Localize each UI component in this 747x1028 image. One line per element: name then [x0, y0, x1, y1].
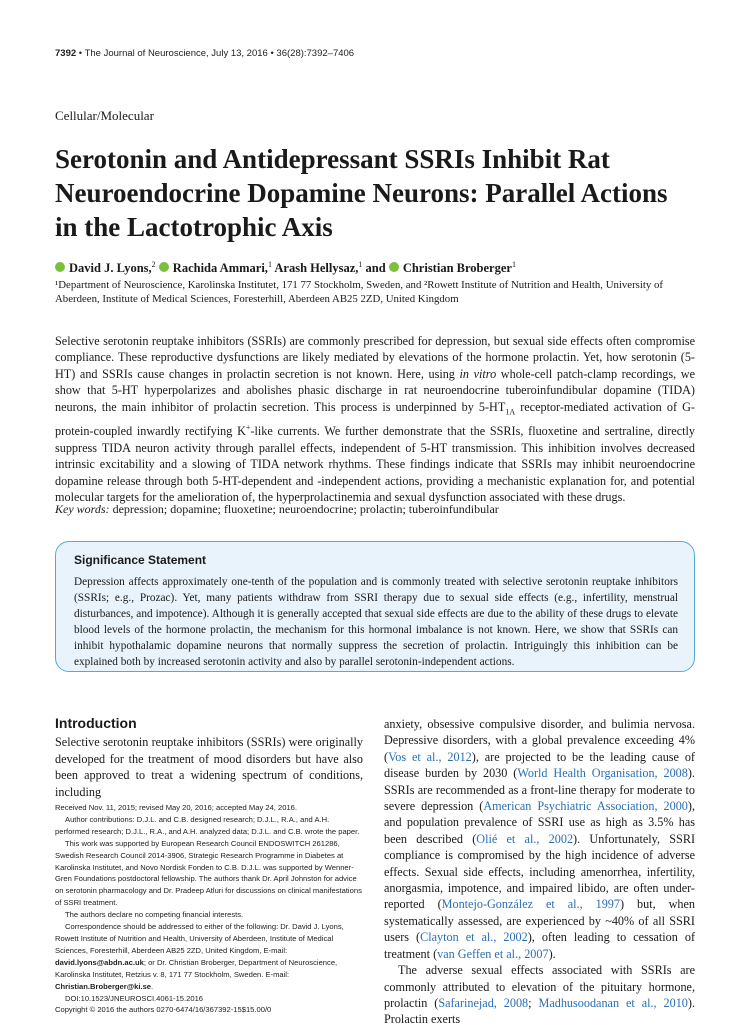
footnote-copyright: Copyright © 2016 the authors 0270-6474/16/367392-15$15.00/0 [55, 1005, 272, 1015]
orcid-icon[interactable] [389, 262, 399, 272]
affiliation-marker: 2 [151, 260, 156, 269]
author-name: Christian Broberger [402, 261, 512, 276]
citation-link[interactable]: World Health Organisation, 2008 [517, 766, 688, 781]
affiliation-marker: 1 [267, 260, 272, 269]
citation-link[interactable]: American Psychiatric Association, 2000 [483, 799, 688, 814]
author-conjunction: and [365, 261, 389, 276]
author-list [55, 260, 516, 276]
section-label: Cellular/Molecular [55, 108, 154, 123]
intro-right-column [384, 716, 695, 1028]
abstract-text: whole-cell patch-clamp recordings, we show that 5-HT hyperpolarizes and abolishes phasic discharge in rat neuroendocrine tuberoinfundibular dopamine (TIDA) neurons, the main inhibitor of prolactin secretion. This process is underpinned by 5-HT [55, 366, 695, 414]
page-number: 7392 [55, 48, 77, 59]
footnote-contributions: Author contributions: D.J.L. and C.B. designed research; D.J.L., R.A., and A.H. performed research; D.J.L., R.A., and A.H. analyzed data; D.J.L. and C.B. wrote the paper. [55, 814, 360, 836]
affiliations: ¹Department of Neuroscience, Karolinska Institutet, 171 77 Stockholm, Sweden, and ²Rowett Institute of Nutrition and Health, University of Aberdeen, Institute of Medical Sciences, Foresterhill, Aberdeen AB25 2ZD, United Kingdom [55, 279, 663, 305]
citation-link[interactable]: Vos et al., 2012 [388, 749, 472, 764]
footnote-correspondence: Correspondence should be addressed to either of the following: Dr. David J. Lyons, Rowett Institute of Nutrition and Health, University of Aberdeen, Institute of Medical Sciences, Foresterhill, Aberdeen AB25 2ZD, United Kingdom, E-mail: david.lyons@abdn.ac.uk; or Dr. Christian Broberger, Department of Neuroscience, Karolinska Institutet, Retzius v. 8, 171 77 Stockholm, Sweden. E-mail: Christian.Broberger@ki.se. [55, 922, 344, 991]
abstract-subscript: 1A [505, 407, 516, 417]
footnote-received: Received Nov. 11, 2015; revised May 20, 2016; accepted May 24, 2016. [55, 803, 298, 812]
significance-text: Depression affects approximately one-tenth of the population and is commonly treated with selective serotonin reuptake inhibitors (SSRIs; e.g., Prozac). Yet, many patients withdraw from SSRI therapy due to sexual side effects (e.g., infertility, menstrual disturbances, and impotence). Although it is generally accepted that sexual side effects are due to the ability of these drugs to elevate blood levels of the hormone prolactin, the mechanism for this hormonal imbalance is not known. Here, we show that SSRIs can inhibit hypothalamic dopamine neurons that normally suppress the secretion of prolactin. Intriguingly this inhibition can be explained both by increased serotonin activity and also by parallel serotonin-independent actions. [74, 576, 678, 669]
affiliation-marker: 1 [511, 260, 516, 269]
citation-link[interactable]: Olié et al., 2002 [476, 831, 574, 846]
orcid-icon[interactable] [55, 262, 65, 272]
intro-paragraph: The adverse sexual effects associated with SSRIs are commonly attributed to elevation of the pituitary hormone, prolactin (Safarinejad, 2008; Madhusoodanan et al., 2010). Prolactin exerts [384, 963, 695, 1027]
author-name: Arash Hellysaz, [274, 261, 359, 276]
footnote-competing: The authors declare no competing financial interests. [65, 910, 244, 920]
orcid-icon[interactable] [159, 262, 169, 272]
affiliation-marker: 1 [358, 260, 363, 269]
intro-left-column: Selective serotonin reuptake inhibitors (SSRIs) were originally developed for the treatment of mood disorders but have also been approved to treat a widening spectrum of conditions, including [55, 735, 363, 799]
author-name: Rachida Ammari, [172, 261, 268, 276]
keywords-text: depression; dopamine; fluoxetine; neuroendocrine; prolactin; tuberoinfundibular [109, 502, 499, 516]
abstract-text: Selective serotonin reuptake inhibitors (SSRIs) are commonly prescribed for depression, but sexual side effects often compromise compliance. These reproductive dysfunctions are likely mediated by elevations of the hormone prolactin. Yet, how serotonin (5-HT) and SSRIs cause changes in prolactin secretion is not known. Here, using [55, 334, 695, 381]
author-name: David J. Lyons, [69, 261, 152, 276]
citation-link[interactable]: van Geffen et al., 2007 [437, 946, 549, 961]
intro-paragraph: anxiety, obsessive compulsive disorder, and bulimia nervosa. Depressive disorders, with a global prevalence exceeding 4% (Vos et al., 2012), are projected to be the leading cause of disease burden by 2030 (World Health Organisation, 2008). SSRIs are recommended as a front-line therapy for moderate to severe depression (American Psychiatric Association, 2000), and population prevalence of SSRI use as high as 3.5% has been described (Olié et al., 2002). Unfortunately, SSRI compliance is compromised by the high incidence of adverse effects. Sexual side effects, including amenorrhea, infertility, anorgasmia, impotence, and impaired libido, are often under-reported (Montejo-González et al., 1997) but, when systematically assessed, are experienced by ~40% of all SSRI users (Clayton et al., 2002), often leading to cessation of treatment (van Geffen et al., 2007). [384, 717, 696, 961]
footnotes [55, 802, 365, 1016]
citation-link[interactable]: Montejo-González et al., 1997 [441, 897, 620, 912]
journal-citation: • The Journal of Neuroscience, July 13, 2016 • 36(28):7392–7406 [76, 48, 355, 59]
citation-link[interactable]: Clayton et al., 2002 [420, 930, 528, 945]
keywords-label: Key words: [55, 502, 110, 516]
footnote-funding: This work was supported by European Research Council ENDOSWITCH 261286, Swedish Research Council 2014-3906, Strategic Research Programme in Diabetes at Karolinska Institutet, and Novo Nordisk Fonden to C.B. D.J.L. was supported by Wenner-Gren Foundations postdoctoral fellowship. The authors thank Dr. April Johnston for advice on serotonin pharmacology and Dr. Pradeep Atluri for discussions on clinical manifestations of SSRI treatment. [55, 838, 362, 908]
email-link[interactable]: david.lyons@abdn.ac.uk [55, 957, 144, 967]
article-title: Serotonin and Antidepressant SSRIs Inhibit Rat Neuroendocrine Dopamine Neurons: Parallel Actions in the Lactotrophic Axis [55, 144, 668, 242]
abstract [55, 333, 695, 506]
abstract-text: receptor-mediated activation of G-protein-coupled inwardly rectifying K [55, 399, 695, 439]
abstract-superscript: + [245, 423, 251, 433]
significance-title: Significance Statement [74, 553, 207, 567]
running-header [55, 48, 354, 59]
keywords [55, 502, 695, 517]
introduction-heading: Introduction [55, 715, 137, 731]
abstract-text: -like currents. We further demonstrate that the SSRIs, fluoxetine and sertraline, directly suppress TIDA neuron activity through parallel effects, independent of 5-HT transmission. This inhibition involves decreased intrinsic excitability and a slowing of TIDA network rhythms. These findings indicate that SSRIs may inhibit neuroendocrine dopamine release through both 5-HT-dependent and -independent actions, providing a mechanistic explanation for, and potential molecular targets for the amelioration of, the hyperprolactinemia and sexual dysfunction associated with these drugs. [55, 424, 695, 505]
citation-link[interactable]: Madhusoodanan et al., 2010 [538, 995, 688, 1010]
footnote-doi: DOI:10.1523/JNEUROSCI.4061-15.2016 [65, 993, 204, 1003]
email-link[interactable]: Christian.Broberger@ki.se [55, 981, 152, 991]
citation-link[interactable]: Safarinejad, 2008 [438, 995, 529, 1010]
abstract-italic: in vitro [459, 366, 497, 381]
